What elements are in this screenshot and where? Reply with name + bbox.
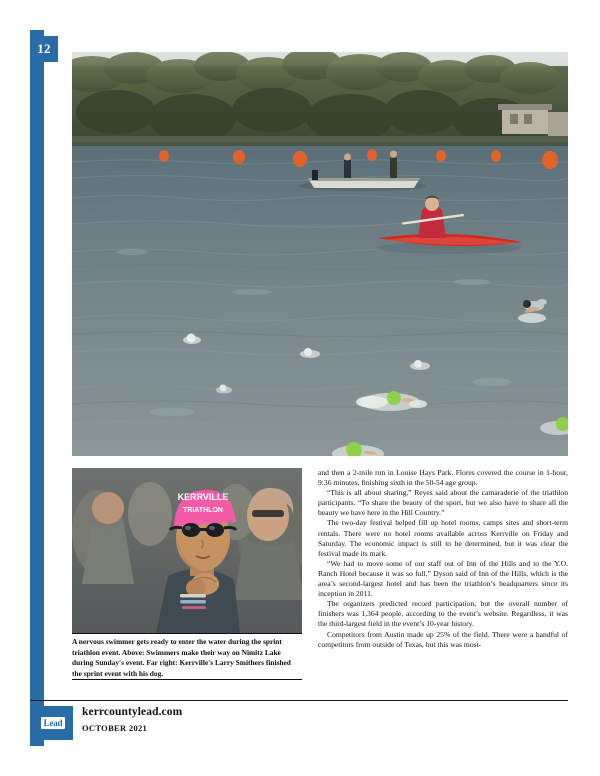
article-paragraph: The organizers predicted record participation, but the overall number of finishers was 1,364 people, according to the event’s website. Regardless, it was the third-largest field in the event’s 10-year history. <box>318 599 568 629</box>
svg-text:TRIATHLON: TRIATHLON <box>183 507 223 514</box>
article-paragraph: Competitors from Austin made up 25% of the field. There were a handful of competitors from outside of Texas, but this was most- <box>318 629 568 649</box>
photo-caption: A nervous swimmer gets ready to enter the water during the sprint triathlon event. Above: Swimmers make their way on Nimitz Lake during Sunday's event. Far right: Kerrville's Larry Smithers finished the sprint event with his dog. <box>72 637 291 678</box>
footer-issue-month: OCTOBER <box>82 723 129 733</box>
caption-top-rule <box>72 633 302 634</box>
page-number: 12 <box>30 36 58 62</box>
article-text-column <box>318 468 568 650</box>
svg-text:KERRVILLE: KERRVILLE <box>177 492 229 502</box>
hero-photo <box>72 52 568 456</box>
footer-issue-date <box>82 723 147 733</box>
publication-logo-text: Lead <box>41 717 66 729</box>
article-paragraph: and then a 2-mile run in Louise Hays Park. Flores covered the course in 1-hour, 9:36 minutes, finishing sixth in the 50-54 age group. <box>318 468 568 488</box>
article-paragraph: “This is all about sharing,” Reyes said about the camaraderie of the triathlon participants. “To share the beauty of the sport, but we also have to share all the beauty we have here in the Hill Country.” <box>318 488 568 518</box>
publication-logo <box>33 706 73 740</box>
article-paragraph: “We had to move some of our staff out of Inn of the Hills and to the Y.O. Ranch Hotel because it was so full,” Dyson said of Inn of the Hills, which is the area’s second-largest hotel and has been the triathlon’s headquarters since its inception in 2011. <box>318 558 568 599</box>
caption-bottom-rule <box>72 679 302 680</box>
footer-website-url[interactable]: kerrcountylead.com <box>82 706 183 718</box>
footer-divider <box>30 700 568 701</box>
page-accent-bar <box>30 30 44 746</box>
swimmer-portrait-photo <box>72 468 302 633</box>
article-paragraph: The two-day festival helped fill up hotel rooms, camps sites and short-term rentals. There were no hotel rooms available across Kerrville on Friday and Saturday. The economic impact is still to be determined, but it was clear the festival made its mark. <box>318 518 568 558</box>
footer-issue-year: 2021 <box>128 723 148 733</box>
